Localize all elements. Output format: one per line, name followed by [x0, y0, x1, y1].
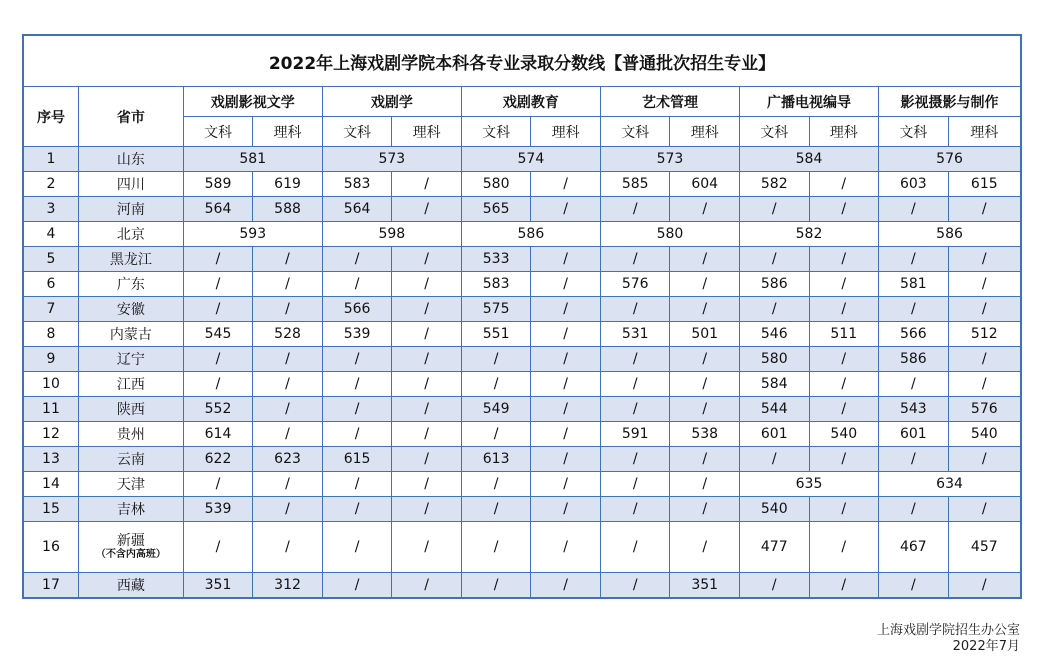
score-cell: /	[879, 297, 949, 322]
score-cell: /	[183, 472, 253, 497]
score-cell: /	[461, 472, 531, 497]
score-cell: /	[392, 447, 462, 472]
score-cell: /	[253, 497, 323, 522]
row-index: 17	[23, 573, 78, 599]
score-cell: /	[879, 247, 949, 272]
province-cell: 四川	[78, 172, 183, 197]
table-row	[23, 397, 1021, 422]
score-cell: /	[253, 347, 323, 372]
score-cell: /	[739, 447, 809, 472]
score-cell: /	[392, 497, 462, 522]
score-cell: /	[461, 573, 531, 599]
score-cell: 593	[183, 222, 322, 247]
score-cell: /	[809, 347, 879, 372]
score-cell: /	[531, 247, 601, 272]
score-cell: 584	[739, 372, 809, 397]
score-cell: /	[739, 297, 809, 322]
score-cell: 582	[739, 222, 878, 247]
score-cell: /	[531, 322, 601, 347]
score-cell: /	[392, 347, 462, 372]
score-cell: 586	[461, 222, 600, 247]
science-header: 理科	[531, 117, 601, 147]
score-cell: 546	[739, 322, 809, 347]
score-cell: /	[531, 197, 601, 222]
province-cell: 北京	[78, 222, 183, 247]
score-cell: 540	[809, 422, 879, 447]
major-header: 戏剧教育	[461, 87, 600, 117]
major-header: 广播电视编导	[739, 87, 878, 117]
score-cell: /	[461, 347, 531, 372]
score-cell: /	[183, 347, 253, 372]
score-cell: 544	[739, 397, 809, 422]
score-cell: 598	[322, 222, 461, 247]
score-cell: 622	[183, 447, 253, 472]
score-cell: 551	[461, 322, 531, 347]
score-cell: /	[531, 447, 601, 472]
score-cell: /	[670, 497, 740, 522]
score-cell: 584	[739, 147, 878, 172]
score-cell: /	[600, 247, 670, 272]
score-cell: 575	[461, 297, 531, 322]
score-cell: /	[531, 422, 601, 447]
score-cell: 576	[879, 147, 1021, 172]
score-cell: /	[392, 322, 462, 347]
score-cell: /	[322, 347, 392, 372]
score-cell: 511	[809, 322, 879, 347]
row-index: 11	[23, 397, 78, 422]
table-row	[23, 497, 1021, 522]
score-cell: /	[600, 297, 670, 322]
province-cell: 江西	[78, 372, 183, 397]
table-row	[23, 322, 1021, 347]
score-cell: /	[392, 573, 462, 599]
score-cell: 467	[879, 522, 949, 573]
score-cell: 585	[600, 172, 670, 197]
row-index: 8	[23, 322, 78, 347]
score-cell: /	[322, 372, 392, 397]
score-cell: /	[600, 472, 670, 497]
row-index: 12	[23, 422, 78, 447]
score-cell: 533	[461, 247, 531, 272]
score-cell: /	[600, 397, 670, 422]
score-cell: /	[809, 272, 879, 297]
score-cell: /	[600, 573, 670, 599]
score-cell: 601	[739, 422, 809, 447]
score-cell: 583	[461, 272, 531, 297]
score-cell: /	[809, 573, 879, 599]
score-cell: 501	[670, 322, 740, 347]
score-cell: 588	[253, 197, 323, 222]
score-cell: /	[253, 297, 323, 322]
score-cell: 566	[879, 322, 949, 347]
score-cell: /	[392, 422, 462, 447]
score-cell: /	[392, 172, 462, 197]
arts-header: 文科	[739, 117, 809, 147]
score-cell: 615	[322, 447, 392, 472]
score-cell: 580	[739, 347, 809, 372]
score-cell: /	[670, 297, 740, 322]
province-cell: 辽宁	[78, 347, 183, 372]
row-index: 3	[23, 197, 78, 222]
score-cell: 580	[461, 172, 531, 197]
score-cell: /	[809, 397, 879, 422]
score-cell: /	[809, 297, 879, 322]
province-header: 省市	[78, 87, 183, 147]
score-cell: 601	[879, 422, 949, 447]
province-note: （不含内高班）	[95, 549, 166, 560]
score-cell: 573	[600, 147, 739, 172]
score-cell: 539	[322, 322, 392, 347]
province-cell: 山东	[78, 147, 183, 172]
arts-header: 文科	[183, 117, 253, 147]
score-cell: /	[670, 272, 740, 297]
footer-office: 上海戏剧学院招生办公室	[876, 623, 1020, 638]
science-header: 理科	[253, 117, 323, 147]
score-cell: 589	[183, 172, 253, 197]
row-index: 5	[23, 247, 78, 272]
row-index: 1	[23, 147, 78, 172]
score-cell: /	[253, 472, 323, 497]
score-cell: /	[948, 497, 1021, 522]
score-cell: 619	[253, 172, 323, 197]
score-cell: /	[461, 497, 531, 522]
score-cell: 543	[879, 397, 949, 422]
score-cell: /	[809, 447, 879, 472]
table-body	[23, 147, 1021, 599]
score-cell: /	[183, 272, 253, 297]
row-index: 16	[23, 522, 78, 573]
score-cell: 477	[739, 522, 809, 573]
science-header: 理科	[670, 117, 740, 147]
score-cell: 457	[948, 522, 1021, 573]
score-cell: 531	[600, 322, 670, 347]
arts-header: 文科	[461, 117, 531, 147]
province-cell: 河南	[78, 197, 183, 222]
score-cell: 574	[461, 147, 600, 172]
score-cell: /	[183, 372, 253, 397]
province-cell: 黑龙江	[78, 247, 183, 272]
admission-score-sheet	[22, 34, 1022, 599]
score-cell: /	[809, 497, 879, 522]
table-row	[23, 422, 1021, 447]
table-row	[23, 197, 1021, 222]
row-index: 7	[23, 297, 78, 322]
province-cell: 云南	[78, 447, 183, 472]
score-cell: /	[948, 197, 1021, 222]
major-header: 戏剧影视文学	[183, 87, 322, 117]
score-cell: /	[253, 247, 323, 272]
score-cell: 623	[253, 447, 323, 472]
major-header: 艺术管理	[600, 87, 739, 117]
arts-header: 文科	[322, 117, 392, 147]
score-cell: /	[322, 497, 392, 522]
score-cell: /	[600, 497, 670, 522]
score-table	[22, 34, 1022, 599]
score-cell: 351	[670, 573, 740, 599]
science-header: 理科	[809, 117, 879, 147]
table-title: 2022年上海戏剧学院本科各专业录取分数线【普通批次招生专业】	[23, 35, 1021, 87]
row-index: 6	[23, 272, 78, 297]
score-cell: /	[739, 197, 809, 222]
arts-header: 文科	[879, 117, 949, 147]
score-cell: /	[253, 522, 323, 573]
score-cell: 580	[600, 222, 739, 247]
score-cell: /	[670, 397, 740, 422]
score-cell: /	[461, 372, 531, 397]
score-cell: 564	[322, 197, 392, 222]
table-row	[23, 222, 1021, 247]
score-cell: 613	[461, 447, 531, 472]
score-cell: /	[809, 172, 879, 197]
score-cell: 586	[739, 272, 809, 297]
score-cell: /	[531, 272, 601, 297]
province-cell: 西藏	[78, 573, 183, 599]
table-row	[23, 297, 1021, 322]
table-row	[23, 272, 1021, 297]
score-cell: /	[879, 447, 949, 472]
score-cell: /	[531, 397, 601, 422]
score-cell: /	[600, 347, 670, 372]
score-cell: /	[461, 422, 531, 447]
score-cell: /	[253, 422, 323, 447]
score-cell: 634	[879, 472, 1021, 497]
score-cell: 573	[322, 147, 461, 172]
province-name: 新疆	[116, 533, 145, 549]
score-cell: 583	[322, 172, 392, 197]
score-cell: /	[322, 247, 392, 272]
table-row	[23, 147, 1021, 172]
score-cell: /	[948, 297, 1021, 322]
score-cell: /	[531, 522, 601, 573]
score-cell: /	[392, 472, 462, 497]
row-index: 4	[23, 222, 78, 247]
score-cell: 539	[183, 497, 253, 522]
table-row	[23, 447, 1021, 472]
score-cell: 566	[322, 297, 392, 322]
score-cell: 603	[879, 172, 949, 197]
score-cell: /	[600, 447, 670, 472]
score-cell: /	[670, 522, 740, 573]
score-cell: /	[809, 372, 879, 397]
table-row	[23, 347, 1021, 372]
score-cell: /	[531, 472, 601, 497]
score-cell: 512	[948, 322, 1021, 347]
score-cell: /	[531, 573, 601, 599]
score-cell: /	[461, 522, 531, 573]
footer-date: 2022年7月	[952, 639, 1020, 654]
score-cell: 586	[879, 222, 1021, 247]
score-cell: 528	[253, 322, 323, 347]
score-cell: 552	[183, 397, 253, 422]
row-index: 10	[23, 372, 78, 397]
score-cell: 538	[670, 422, 740, 447]
score-cell: /	[322, 522, 392, 573]
score-cell: 540	[739, 497, 809, 522]
table-row	[23, 573, 1021, 599]
footer	[877, 623, 1020, 655]
province-cell: 陕西	[78, 397, 183, 422]
score-cell: /	[322, 422, 392, 447]
score-cell: /	[322, 573, 392, 599]
table-row	[23, 172, 1021, 197]
score-cell: /	[183, 247, 253, 272]
score-cell: /	[879, 573, 949, 599]
table-row	[23, 372, 1021, 397]
score-cell: /	[670, 447, 740, 472]
score-cell: 351	[183, 573, 253, 599]
score-cell: 581	[183, 147, 322, 172]
score-cell: /	[392, 247, 462, 272]
score-cell: /	[392, 197, 462, 222]
score-cell: 564	[183, 197, 253, 222]
province-cell: 贵州	[78, 422, 183, 447]
row-index: 13	[23, 447, 78, 472]
score-cell: /	[531, 497, 601, 522]
score-cell: /	[600, 197, 670, 222]
score-cell: 545	[183, 322, 253, 347]
science-header: 理科	[392, 117, 462, 147]
science-header: 理科	[948, 117, 1021, 147]
score-cell: 604	[670, 172, 740, 197]
score-cell: 582	[739, 172, 809, 197]
score-cell: 591	[600, 422, 670, 447]
score-cell: /	[948, 247, 1021, 272]
score-cell: 615	[948, 172, 1021, 197]
province-cell: 广东	[78, 272, 183, 297]
score-cell: /	[600, 522, 670, 573]
score-cell: /	[322, 397, 392, 422]
score-cell: 576	[948, 397, 1021, 422]
score-cell: /	[670, 247, 740, 272]
score-cell: /	[948, 573, 1021, 599]
score-cell: /	[531, 172, 601, 197]
score-cell: /	[948, 347, 1021, 372]
major-header: 影视摄影与制作	[879, 87, 1021, 117]
major-header: 戏剧学	[322, 87, 461, 117]
score-cell: /	[948, 372, 1021, 397]
score-cell: /	[183, 522, 253, 573]
score-cell: /	[253, 272, 323, 297]
score-cell: /	[879, 372, 949, 397]
province-cell: 天津	[78, 472, 183, 497]
score-cell: /	[322, 472, 392, 497]
score-cell: /	[531, 297, 601, 322]
score-cell: /	[392, 522, 462, 573]
score-cell: 635	[739, 472, 878, 497]
table-row	[23, 522, 1021, 573]
score-cell: /	[253, 372, 323, 397]
row-index: 14	[23, 472, 78, 497]
score-cell: /	[879, 197, 949, 222]
score-cell: /	[670, 472, 740, 497]
score-cell: /	[600, 372, 670, 397]
table-row	[23, 247, 1021, 272]
score-cell: 581	[879, 272, 949, 297]
province-cell: 内蒙古	[78, 322, 183, 347]
score-cell: 576	[600, 272, 670, 297]
score-cell: 614	[183, 422, 253, 447]
score-cell: /	[739, 247, 809, 272]
score-cell: 312	[253, 573, 323, 599]
province-cell: 安徽	[78, 297, 183, 322]
score-cell: /	[670, 197, 740, 222]
score-cell: /	[809, 197, 879, 222]
score-cell: /	[879, 497, 949, 522]
score-cell: /	[670, 372, 740, 397]
score-cell: 540	[948, 422, 1021, 447]
score-cell: /	[392, 372, 462, 397]
score-cell: /	[322, 272, 392, 297]
arts-header: 文科	[600, 117, 670, 147]
row-index: 15	[23, 497, 78, 522]
score-cell: /	[253, 397, 323, 422]
score-cell: /	[392, 397, 462, 422]
score-cell: /	[392, 297, 462, 322]
row-index: 9	[23, 347, 78, 372]
score-cell: /	[392, 272, 462, 297]
index-header: 序号	[23, 87, 78, 147]
score-cell: 549	[461, 397, 531, 422]
score-cell: 586	[879, 347, 949, 372]
score-cell: /	[948, 272, 1021, 297]
score-cell: /	[809, 247, 879, 272]
province-cell: 吉林	[78, 497, 183, 522]
score-cell: /	[948, 447, 1021, 472]
score-cell: 565	[461, 197, 531, 222]
province-cell	[78, 522, 183, 573]
table-row	[23, 472, 1021, 497]
score-cell: /	[183, 297, 253, 322]
score-cell: /	[739, 573, 809, 599]
score-cell: /	[531, 347, 601, 372]
row-index: 2	[23, 172, 78, 197]
score-cell: /	[670, 347, 740, 372]
score-cell: /	[531, 372, 601, 397]
score-cell: /	[809, 522, 879, 573]
